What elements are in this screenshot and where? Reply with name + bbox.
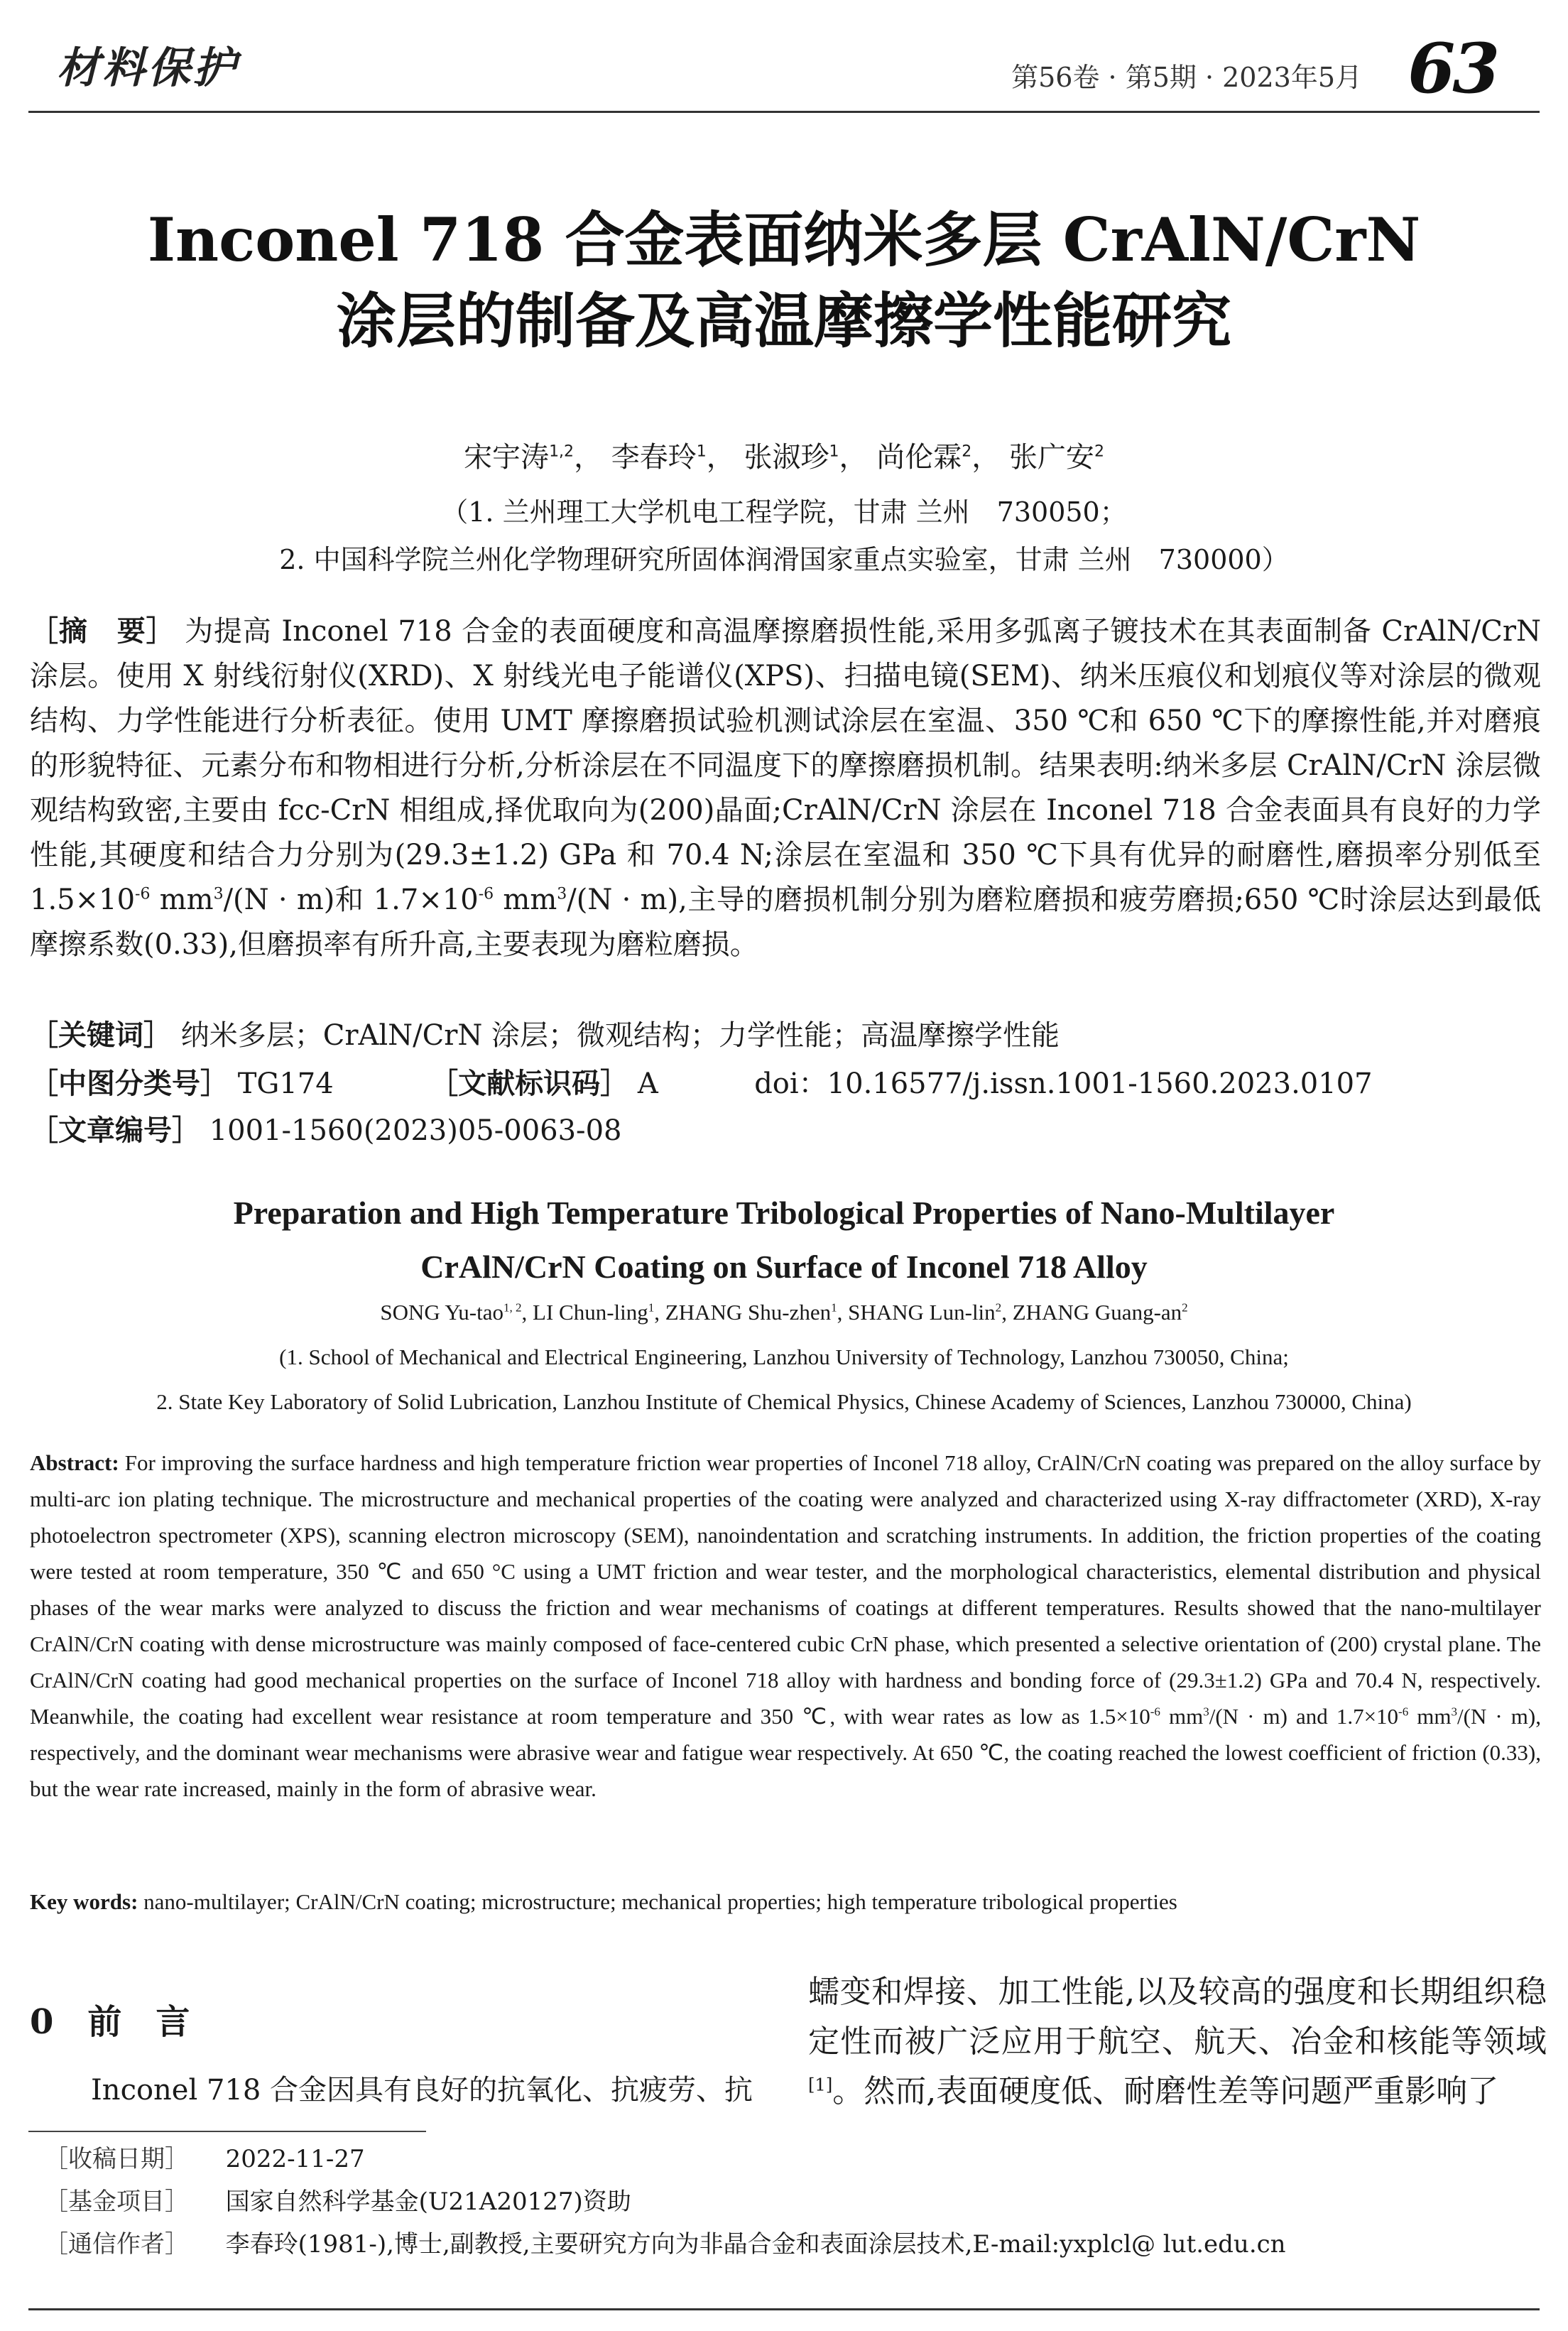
keywords-cn-label: ［关键词］	[30, 1019, 172, 1052]
author-name: 李春玲	[611, 441, 697, 474]
author-aff: 1	[829, 442, 839, 461]
abstract-cn-text: /(N · m),主导的磨损机制分别为磨粒磨损和疲劳磨损;650 ℃时涂层达到最低摩擦系数(0.33),但磨损率有所升高,主要表现为磨粒磨损。	[30, 884, 1541, 961]
body-text: 。然而,表面硬度低、耐磨性差等问题严重影响了	[832, 2073, 1499, 2109]
abstract-en-text: mm	[1160, 1704, 1204, 1729]
title-en-line2: CrAlN/CrN Coating on Surface of Inconel 718 Alloy	[420, 1249, 1148, 1285]
footnotes	[44, 2138, 1535, 2266]
author-name: ZHANG Shu-zhen	[665, 1300, 832, 1325]
abstract-en-text: /(N · m) and 1.7×10	[1209, 1704, 1399, 1729]
affiliation-en-1: (1. School of Mechanical and Electrical Engineering, Lanzhou University of Technology, Lanzhou 730050, China;	[279, 1344, 1289, 1369]
fund-text: 国家自然科学基金(U21A20127)资助	[225, 2188, 631, 2216]
author-aff: 1,2	[549, 442, 575, 461]
exponent: -6	[1398, 1705, 1409, 1719]
section-heading: 0 前 言	[30, 2002, 190, 2042]
doi-label: doi：	[754, 1067, 827, 1100]
abstract-cn-text: mm	[150, 884, 214, 916]
journal-logo: 材料保护	[57, 43, 239, 93]
author-name: LI Chun-ling	[533, 1300, 648, 1325]
body-text: 蠕变和焊接、加工性能,以及较高的强度和长期组织稳定性而被广泛应用于航空、航天、冶金和核能等领域	[808, 1974, 1547, 2060]
affiliation-cn-2: 2. 中国科学院兰州化学物理研究所固体润滑国家重点实验室，甘肃 兰州 730000）	[279, 544, 1289, 575]
author-aff: 1	[696, 442, 707, 461]
author-name: 尚伦霖	[876, 441, 962, 474]
bottom-rule	[28, 2308, 1540, 2310]
title-en-line1: Preparation and High Temperature Tribological Properties of Nano-Multilayer	[233, 1195, 1335, 1231]
doc-code-label: ［文献标识码］	[430, 1067, 629, 1100]
affiliation-en-2: 2. State Key Laboratory of Solid Lubrication, Lanzhou Institute of Chemical Physics, Chinese Academy of Sciences, Lanzhou 730000, China)	[156, 1389, 1412, 1414]
footnote-received	[44, 2138, 1535, 2180]
author-name: SHANG Lun-lin	[848, 1300, 996, 1325]
author-aff: 1	[648, 1300, 655, 1315]
affiliation-cn-1: （1. 兰州理工大学机电工程学院，甘肃 兰州 730050；	[441, 496, 1127, 528]
footnote-fund	[44, 2180, 1535, 2223]
exponent: 3	[1203, 1705, 1209, 1719]
abstract-en-label: Abstract:	[30, 1450, 119, 1475]
doi-value: 10.16577/j.issn.1001-1560.2023.0107	[827, 1067, 1373, 1100]
clc-label: ［中图分类号］	[30, 1067, 229, 1100]
keywords-en-label: Key words:	[30, 1889, 138, 1914]
body-left-column: Inconel 718 合金因具有良好的抗氧化、抗疲劳、抗	[91, 2074, 753, 2107]
keywords-en-text: nano-multilayer; CrAlN/CrN coating; microstructure; mechanical properties; high temperature tribological properties	[138, 1889, 1177, 1914]
received-label: ［收稿日期］	[44, 2145, 189, 2173]
author-name: SONG Yu-tao	[380, 1300, 503, 1325]
abstract-cn-label: ［摘 要］	[30, 615, 175, 648]
keywords-cn-text: 纳米多层；CrAlN/CrN 涂层；微观结构；力学性能；高温摩擦学性能	[180, 1019, 1060, 1052]
exponent: -6	[1150, 1705, 1160, 1719]
author-name: 张广安	[1008, 441, 1094, 474]
abstract-cn	[30, 609, 1541, 967]
abstract-cn-text: 为提高 Inconel 718 合金的表面硬度和高温摩擦磨损性能,采用多弧离子镀技术在其表面制备 CrAlN/CrN 涂层。使用 X 射线衍射仪(XRD)、X 射线光电子能谱仪(XPS)、扫描电镜(SEM)、纳米压痕仪和划痕仪等对涂层的微观结构、力学性能进行分析表征。使用 UMT 摩擦磨损试验机测试涂层在室温、350 ℃和 650 ℃下的摩擦性能,并对磨痕的形貌特征、元素分布和物相进行分析,分析涂层在不同温度下的摩擦磨损机制。结果表明:纳米多层 CrAlN/CrN 涂层微观结构致密,主要由 fcc-CrN 相组成,择优取向为(200)晶面;CrAlN/CrN 涂层在 Inconel 718 合金表面具有良好的力学性能,其硬度和结合力分别为(29.3±1.2) GPa 和 70.4 N;涂层在室温和 350 ℃下具有优异的耐磨性,磨损率分别低至 1.5×10	[30, 615, 1542, 916]
authors-en: SONG Yu-tao$^{1, 2}$, LI Chun-ling$^1$, ZHANG Shu-zhen$^1$, SHANG Lun-lin$^2$, ZHANG Guang-$an^2$	[380, 1300, 1188, 1325]
article-number-value: 1001-1560(2023)05-0063-08	[209, 1114, 622, 1147]
title-cn-line1: Inconel 718 合金表面纳米多层 CrAlN/CrN	[147, 205, 1421, 275]
author-aff: 2	[1094, 442, 1104, 461]
author-aff: 2	[995, 1300, 1002, 1315]
page-number: 63	[1408, 28, 1497, 109]
exponent: -6	[135, 885, 151, 903]
abstract-en-text: /(N · m), respectively, and the dominant wear mechanisms were abrasive wear and fatigue wear respectively. At 650 ℃, the coating reached the lowest coefficient of friction (0.33), but the wear rate increased, mainly in the form of abrasive wear.	[30, 1704, 1541, 1801]
author-name: ZHANG Guang-an	[1012, 1300, 1182, 1325]
reference-link[interactable]: [1]	[808, 2075, 833, 2095]
clc-value: TG174	[237, 1067, 334, 1100]
author-name: 张淑珍	[744, 441, 829, 474]
abstract-cn-text: mm	[494, 884, 557, 916]
authors-cn: 宋宇涛$^{1,2}$， 李春玲$^1$， 张淑珍$^1$， 尚伦霖$^2$， 张广安$^2$	[464, 441, 1104, 474]
author-info: 李春玲(1981-),博士,副教授,主要研究方向为非晶合金和表面涂层技术,E-mail:yxplcl@ lut.edu.cn	[225, 2230, 1286, 2259]
author-aff: 2	[1182, 1300, 1188, 1315]
article-number	[30, 1108, 621, 1148]
header-rule	[28, 111, 1540, 113]
exponent: 3	[557, 885, 567, 903]
abstract-en	[30, 1445, 1541, 1807]
author-aff: 1, 2	[503, 1300, 522, 1315]
footnote-rule	[28, 2131, 426, 2132]
exponent: 3	[213, 885, 224, 903]
author-aff: 1	[831, 1300, 837, 1315]
issue-info: 第56卷 · 第5期 · 2023年5月	[1011, 62, 1362, 93]
exponent: -6	[478, 885, 494, 903]
author-label: ［通信作者］	[44, 2230, 189, 2259]
exponent: 3	[1451, 1705, 1458, 1719]
author-aff: 2	[962, 442, 972, 461]
keywords-en	[30, 1884, 1541, 1920]
doc-code-value: A	[637, 1067, 658, 1100]
classification-row	[30, 1061, 1541, 1102]
keywords-cn	[30, 1013, 1060, 1053]
title-cn-line2: 涂层的制备及高温摩擦学性能研究	[336, 286, 1231, 356]
abstract-cn-text: /(N · m)和 1.7×10	[223, 884, 479, 916]
abstract-en-text: For improving the surface hardness and high temperature friction wear properties of Inconel 718 alloy, CrAlN/CrN coating was prepared on the alloy surface by multi-arc ion plating technique. The microstructure and mechanical properties of the coating were analyzed and characterized using X-ray diffractometer (XRD), X-ray photoelectron spectrometer (XPS), scanning electron microscopy (SEM), nanoindentation and scratching instruments. In addition, the friction properties of the coating were tested at room temperature, 350 ℃ and 650 °C using a UMT friction and wear tester, and the morphological characteristics, elemental distribution and physical phases of the wear marks were analyzed to discuss the friction and wear mechanisms of coatings at different temperatures. Results showed that the nano-multilayer CrAlN/CrN coating with dense microstructure was mainly composed of face-centered cubic CrN phase, which presented a selective orientation of (200) crystal plane. The CrAlN/CrN coating had good mechanical properties on the surface of Inconel 718 alloy with hardness and bonding force of (29.3±1.2) GPa and 70.4 N, respectively. Meanwhile, the coating had excellent wear resistance at room temperature and 350 ℃, with wear rates as low as 1.5×10	[30, 1450, 1541, 1729]
fund-label: ［基金项目］	[44, 2188, 189, 2216]
abstract-en-text: mm	[1408, 1704, 1452, 1729]
footnote-author	[44, 2223, 1535, 2266]
received-date: 2022-11-27	[225, 2145, 365, 2173]
article-number-label: ［文章编号］	[30, 1114, 200, 1147]
body-right-column	[808, 1967, 1547, 2117]
author-name: 宋宇涛	[464, 441, 550, 474]
